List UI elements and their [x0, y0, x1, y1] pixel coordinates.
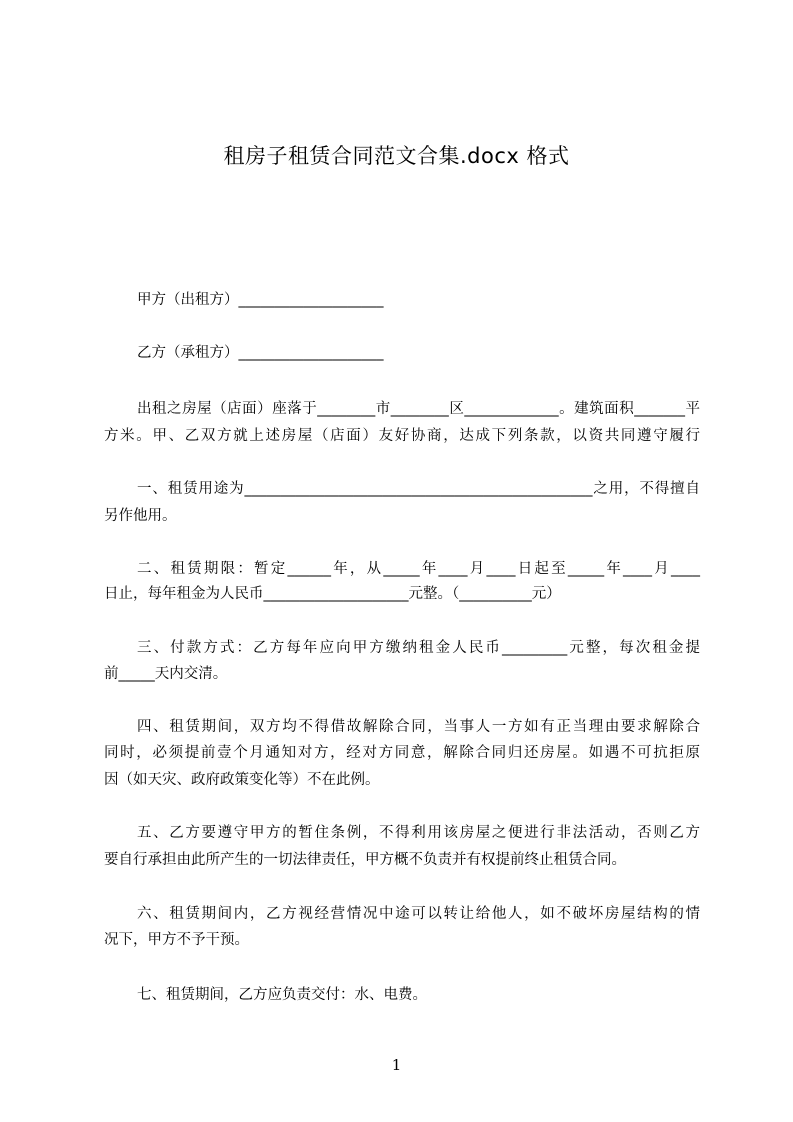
clause-5-line-2: 要自行承担由此所产生的一切法律责任，甲方概不负责并有权提前终止租赁合同。 [104, 852, 626, 868]
clause-4-line-2: 同时，必须提前壹个月通知对方，经对方同意，解除合同归还房屋。如遇不可抗拒原 [104, 745, 700, 761]
clause-7-line-1: 七、租赁期间，乙方应负责交付：水、电费。 [137, 987, 427, 1003]
clause-2-line-2: 日止，每年租金为人民币____________________元整。（__________元） [104, 586, 561, 602]
party-a-line: 甲方（出租方）____________________ [137, 292, 384, 308]
clause-5-line-1: 五、乙方要遵守甲方的暂住条例，不得利用该房屋之便进行非法活动，否则乙方 [137, 825, 700, 841]
page-number: 1 [391, 1056, 402, 1074]
clause-2-line-1: 二、租赁期限：暂定______年，从_____年____月____日起至_____年____月____ [137, 561, 700, 577]
clause-1-line-2: 另作他用。 [104, 508, 177, 524]
paragraph-location-line-2: 方米。甲、乙双方就上述房屋（店面）友好协商，达成下列条款，以资共同遵守履行 [104, 428, 700, 444]
clause-6-line-1: 六、租赁期间内，乙方视经营情况中途可以转让给他人，如不破坏房屋结构的情 [137, 906, 700, 922]
clause-1-line-1: 一、租赁用途为________________________________________________之用，不得擅自 [137, 481, 700, 497]
clause-4-line-1: 四、租赁期间，双方均不得借故解除合同，当事人一方如有正当理由要求解除合 [137, 719, 700, 735]
paragraph-location-line-1: 出租之房屋（店面）座落于________市________区_____________。建筑面积_______平 [137, 401, 700, 417]
clause-3-line-2: 前_____天内交清。 [104, 666, 228, 682]
party-b-line: 乙方（承租方）____________________ [137, 345, 384, 361]
clause-6-line-2: 况下，甲方不予干预。 [104, 932, 249, 948]
document-title: 租房子租赁合同范文合集.docx 格式 [223, 144, 570, 168]
clause-3-line-1: 三、付款方式：乙方每年应向甲方缴纳租金人民币_________元整，每次租金提 [137, 640, 700, 656]
clause-4-line-3: 因（如天灾、政府政策变化等）不在此例。 [104, 772, 380, 788]
